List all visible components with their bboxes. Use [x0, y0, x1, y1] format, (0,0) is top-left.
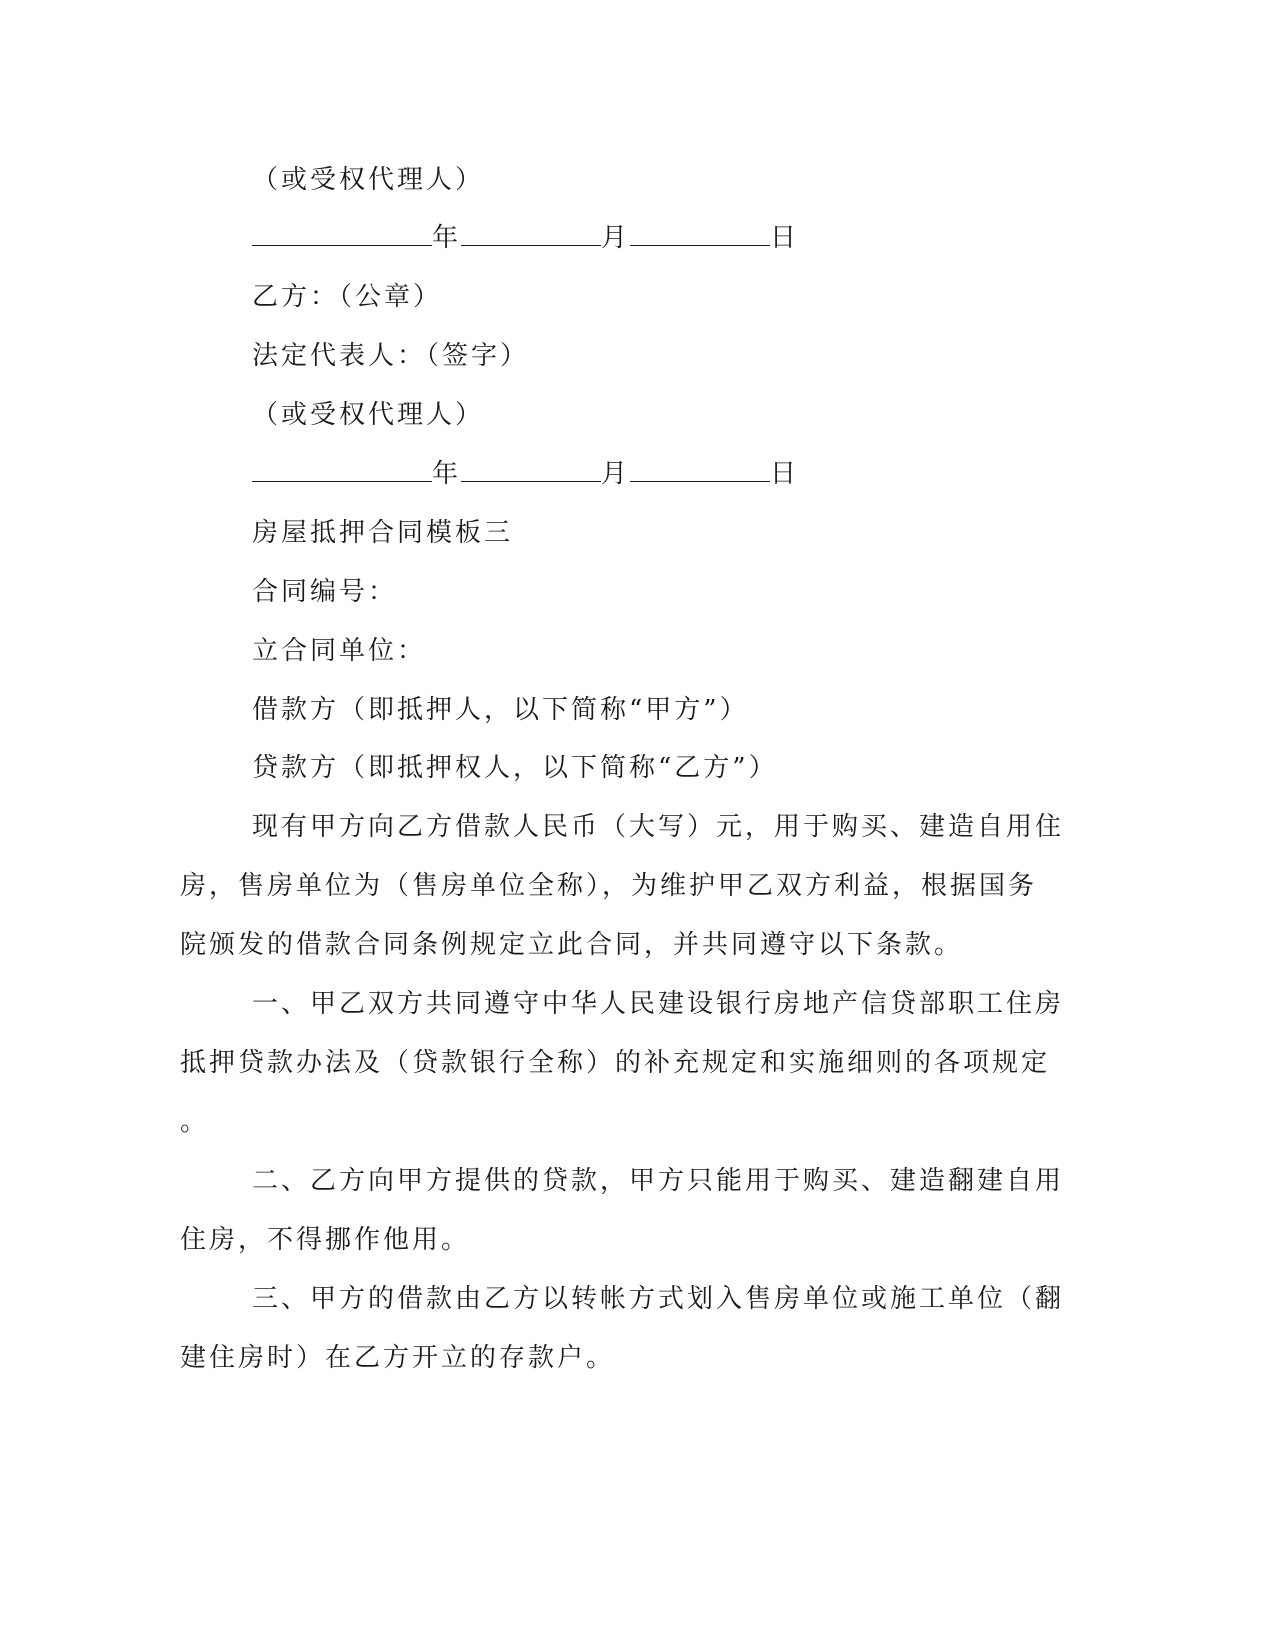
year-blank	[252, 457, 432, 482]
para-intro-2: 房，售房单位为（售房单位全称），为维护甲乙双方利益，根据国务	[180, 871, 1038, 901]
date-line-2	[252, 457, 799, 491]
date-line-1	[252, 221, 799, 255]
year-blank	[252, 221, 432, 246]
month-blank	[461, 457, 601, 482]
clause-1-line-2: 抵押贷款办法及（贷款银行全称）的补充规定和实施细则的各项规定	[180, 1048, 1051, 1078]
month-label: 月	[601, 223, 631, 253]
party-b-seal: 乙方：（公章）	[252, 282, 443, 312]
borrower-line: 借款方（即抵押人，以下简称“甲方”）	[252, 695, 749, 725]
agent-note-1: （或受权代理人）	[252, 165, 485, 195]
clause-1-line-1: 一、甲乙双方共同遵守中华人民建设银行房地产信贷部职工住房	[252, 989, 1065, 1019]
clause-3-line-2: 建住房时）在乙方开立的存款户。	[180, 1343, 616, 1373]
para-intro-1: 现有甲方向乙方借款人民币（大写）元，用于购买、建造自用住	[252, 812, 1065, 842]
month-blank	[461, 221, 601, 246]
day-label: 日	[770, 459, 800, 489]
clause-2-line-1: 二、乙方向甲方提供的贷款，甲方只能用于购买、建造翻建自用	[252, 1166, 1065, 1196]
clause-3-line-1: 三、甲方的借款由乙方以转帐方式划入售房单位或施工单位（翻	[252, 1284, 1065, 1314]
contract-number: 合同编号：	[252, 577, 398, 607]
legal-rep-sign: 法定代表人：（签字）	[252, 341, 530, 371]
day-blank	[630, 457, 770, 482]
para-intro-3: 院颁发的借款合同条例规定立此合同，并共同遵守以下条款。	[180, 930, 964, 960]
clause-2-line-2: 住房，不得挪作他用。	[180, 1225, 471, 1255]
month-label: 月	[601, 459, 631, 489]
contract-parties: 立合同单位：	[252, 636, 427, 666]
day-label: 日	[770, 223, 800, 253]
lender-line: 贷款方（即抵押权人，以下简称“乙方”）	[252, 753, 778, 783]
clause-1-line-3: 。	[180, 1107, 210, 1137]
template-title: 房屋抵押合同模板三	[252, 518, 514, 548]
day-blank	[630, 221, 770, 246]
year-label: 年	[432, 459, 462, 489]
year-label: 年	[432, 223, 462, 253]
agent-note-2: （或受权代理人）	[252, 400, 485, 430]
